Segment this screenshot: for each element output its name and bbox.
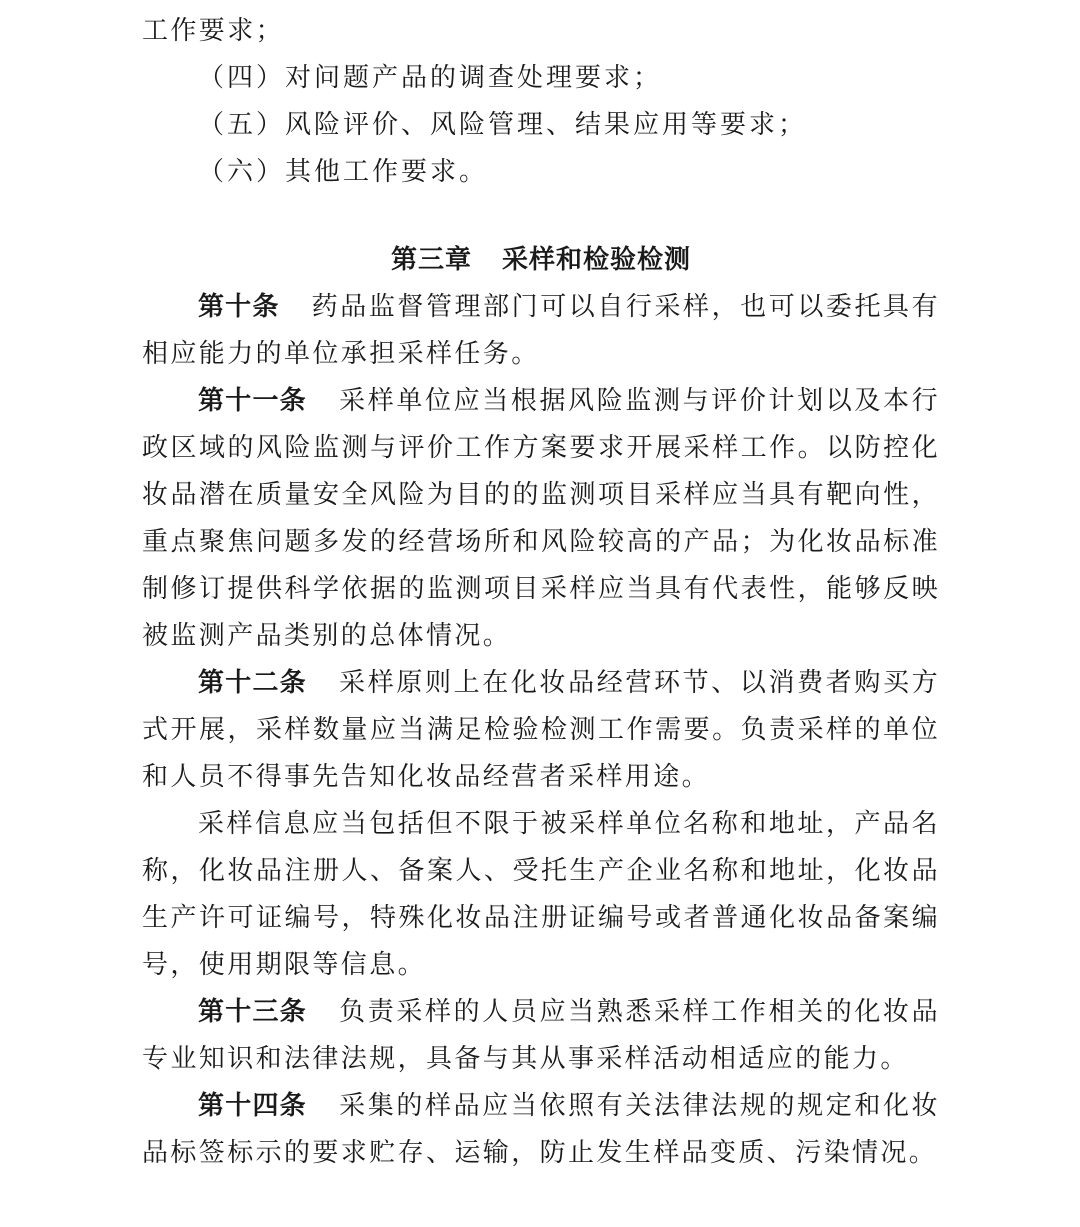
article-12-paragraph-2: 采样信息应当包括但不限于被采样单位名称和地址，产品名称，化妆品注册人、备案人、受托生产企业名称和地址，化妆品生产许可证编号，特殊化妆品注册证编号或者普通化妆品备案编号，使用期限等信息。 [142, 809, 940, 980]
article-label: 第十一条 [198, 386, 307, 416]
article-11 [142, 378, 940, 660]
list-item-6: （六）其他工作要求。 [198, 157, 489, 187]
article-label: 第十三条 [198, 997, 307, 1027]
article-14 [142, 1083, 940, 1177]
article-text: 负责采样的人员应当熟悉采样工作相关的化妆品专业知识和法律法规，具备与其从事采样活动相适应的能力。 [142, 997, 940, 1074]
article-12 [142, 660, 940, 801]
article-label: 第十条 [198, 292, 280, 322]
list-item-4: （四）对问题产品的调查处理要求； [198, 63, 663, 93]
article-label: 第十四条 [198, 1091, 307, 1121]
continuation-line: 工作要求； [142, 16, 285, 46]
article-text: 采样原则上在化妆品经营环节、以消费者购买方式开展，采样数量应当满足检验检测工作需要。负责采样的单位和人员不得事先告知化妆品经营者采样用途。 [142, 668, 940, 792]
article-text: 药品监督管理部门可以自行采样，也可以委托具有相应能力的单位承担采样任务。 [142, 292, 940, 369]
list-item-5: （五）风险评价、风险管理、结果应用等要求； [198, 110, 808, 140]
chapter-number: 第三章 [390, 245, 472, 275]
chapter-heading [142, 237, 940, 284]
article-13 [142, 989, 940, 1083]
article-label: 第十二条 [198, 668, 307, 698]
article-text: 采集的样品应当依照有关法律法规的规定和化妆品标签标示的要求贮存、运输，防止发生样品变质、污染情况。 [142, 1091, 940, 1168]
chapter-title: 采样和检验检测 [502, 245, 692, 275]
article-text: 采样单位应当根据风险监测与评价计划以及本行政区域的风险监测与评价工作方案要求开展采样工作。以防控化妆品潜在质量安全风险为目的的监测项目采样应当具有靶向性，重点聚焦问题多发的经营场所和风险较高的产品；为化妆品标准制修订提供科学依据的监测项目采样应当具有代表性，能够反映被监测产品类别的总体情况。 [142, 386, 940, 651]
article-10 [142, 284, 940, 378]
document-page [142, 8, 940, 1177]
